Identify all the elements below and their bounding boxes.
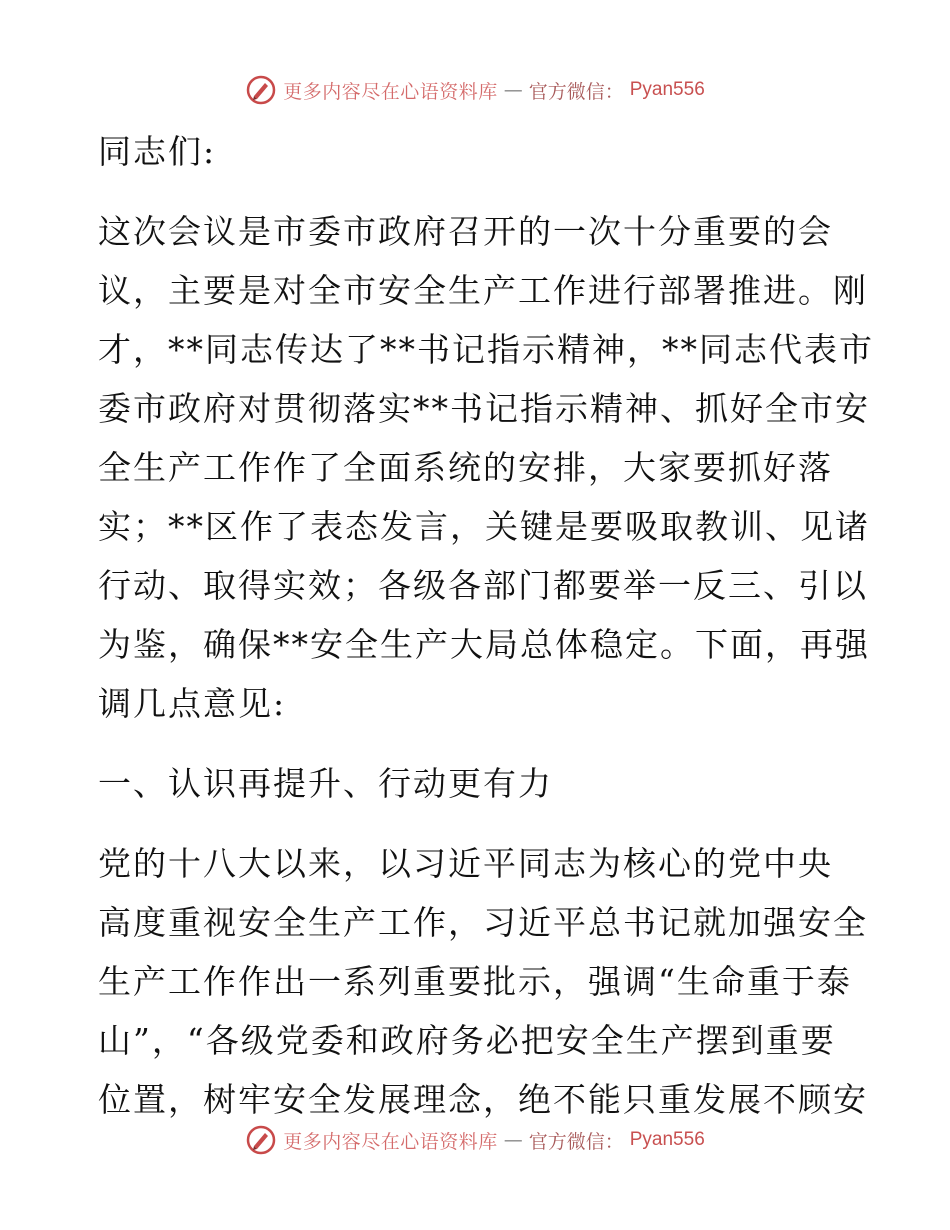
body-line: 全生产工作作了全面系统的安排，大家要抓好落 [98,448,833,487]
body-line: 这次会议是市委市政府召开的一次十分重要的会 [98,212,833,251]
paragraph-gap [98,733,850,754]
watermark-wechat-label: 官方微信： [528,80,624,103]
watermark-brand: 更多内容尽在心语资料库 [283,80,498,103]
watermark-wechat-id: Pyan556 [629,1129,705,1150]
watermark-separator: — [503,79,523,101]
body-line: 党的十八大以来，以习近平同志为核心的党中央 [98,844,833,883]
pen-logo-icon [245,74,277,106]
body-line: 实；**区作了表态发言，关键是要吸取教训、见诸 [98,507,870,546]
body-line: 位置，树牢安全发展理念，绝不能只重发展不顾安 [98,1080,868,1119]
watermark-header [0,72,950,108]
section-heading: 一、认识再提升、行动更有力 [98,764,553,803]
body-line: 委市政府对贯彻落实**书记指示精神、抓好全市安 [98,389,870,428]
body-line: 行动、取得实效；各级各部门都要举一反三、引以 [98,566,868,605]
pen-logo-icon [245,1124,277,1156]
watermark-wechat-label: 官方微信： [528,1130,624,1153]
body-line: 同志们: [98,132,217,171]
paragraph-gap [98,813,850,834]
watermark-wechat-id: Pyan556 [629,79,705,100]
body-line: 生产工作作出一系列重要批示，强调“生命重于泰 [98,962,852,1001]
paragraph-gap [98,181,850,202]
watermark-footer [0,1122,950,1158]
watermark-brand: 更多内容尽在心语资料库 [283,1130,498,1153]
body-line: 高度重视安全生产工作，习近平总书记就加强安全 [98,903,868,942]
body-line: 为鉴，确保**安全生产大局总体稳定。下面，再强 [98,625,870,664]
document-body [98,122,874,1129]
watermark-separator: — [503,1129,523,1151]
body-line: 调几点意见: [98,684,287,723]
body-line: 才，**同志传达了**书记指示精神，**同志代表市 [98,330,874,369]
body-line: 山”，“各级党委和政府务必把安全生产摆到重要 [98,1021,836,1060]
body-line: 议，主要是对全市安全生产工作进行部署推进。刚 [98,271,868,310]
